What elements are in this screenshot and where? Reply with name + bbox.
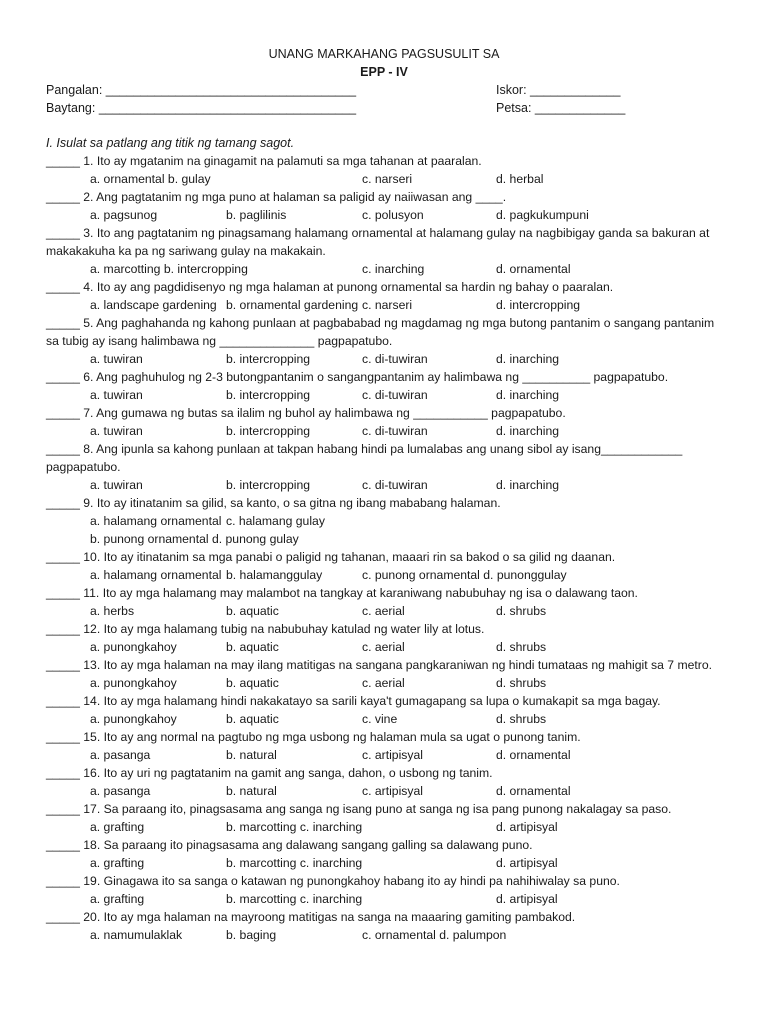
question-text: _____ 10. Ito ay itinatanim sa mga panabi o paligid ng tahanan, maaari rin sa bakod o sa gilid ng daanan. bbox=[46, 550, 616, 564]
answer-option: b. intercropping bbox=[226, 352, 311, 366]
question-text: _____ 13. Ito ay mga halaman na may ilang matitigas na sangana pangkaraniwan ng hindi tumataas ng mahigit sa 7 metro. bbox=[46, 658, 712, 672]
answer-option: c. vine bbox=[362, 712, 398, 726]
answer-option: d. shrubs bbox=[496, 604, 547, 618]
answer-options bbox=[46, 206, 726, 224]
answer-option: d. pagkukumpuni bbox=[496, 208, 589, 222]
answer-options bbox=[46, 782, 726, 800]
answer-option: d. ornamental bbox=[496, 748, 571, 762]
question-item bbox=[46, 692, 726, 728]
question-text: _____ 9. Ito ay itinatanim sa gilid, sa kanto, o sa gitna ng ibang mababang halaman. bbox=[46, 496, 501, 510]
answer-options bbox=[46, 602, 726, 620]
name-field: Pangalan: ____________________________________ bbox=[46, 83, 357, 97]
answer-option: c. di-tuwiran bbox=[362, 424, 428, 438]
question-item bbox=[46, 404, 726, 440]
answer-option: a. tuwiran bbox=[90, 478, 143, 492]
answer-options bbox=[46, 386, 726, 404]
answer-options bbox=[46, 710, 726, 728]
score-field: Iskor: _____________ bbox=[496, 83, 621, 97]
answer-option: d. ornamental bbox=[496, 262, 571, 276]
answer-option: b. intercropping bbox=[226, 424, 311, 438]
answer-option: a. tuwiran bbox=[90, 352, 143, 366]
answer-option: d. ornamental bbox=[496, 784, 571, 798]
question-item bbox=[46, 152, 726, 188]
question-text: _____ 3. Ito ang pagtatanim ng pinagsamang halamang ornamental at halamang gulay na nagbibigay ganda sa bakuran at makakakuha ka pa ng sariwang gulay na makakain. bbox=[46, 226, 710, 258]
answer-option: c. ornamental d. palumpon bbox=[362, 928, 507, 942]
answer-option: b. paglilinis bbox=[226, 208, 287, 222]
answer-option: b. aquatic bbox=[226, 712, 279, 726]
question-text: _____ 16. Ito ay uri ng pagtatanim na gamit ang sanga, dahon, o usbong ng tanim. bbox=[46, 766, 493, 780]
question-list bbox=[46, 152, 726, 944]
question-item bbox=[46, 494, 726, 548]
answer-option: b. baging bbox=[226, 928, 277, 942]
question-item bbox=[46, 314, 726, 368]
answer-option: c. di-tuwiran bbox=[362, 388, 428, 402]
answer-option: a. halamang ornamental bbox=[90, 568, 222, 582]
answer-option: d. shrubs bbox=[496, 640, 547, 654]
answer-option: b. marcotting c. inarching bbox=[226, 820, 363, 834]
answer-option: c. inarching bbox=[362, 262, 425, 276]
question-item bbox=[46, 836, 726, 872]
answer-options bbox=[46, 890, 726, 908]
question-text: _____ 2. Ang pagtatanim ng mga puno at halaman sa paligid ay naiiwasan ang ____. bbox=[46, 190, 507, 204]
answer-option: a. punongkahoy bbox=[90, 676, 177, 690]
answer-options bbox=[46, 566, 726, 584]
answer-option: c. polusyon bbox=[362, 208, 424, 222]
answer-option: b. intercropping bbox=[226, 478, 311, 492]
answer-option: c. aerial bbox=[362, 676, 405, 690]
question-text: _____ 1. Ito ay mgatanim na ginagamit na palamuti sa mga tahanan at paaralan. bbox=[46, 154, 482, 168]
answer-option: c. aerial bbox=[362, 604, 405, 618]
answer-options bbox=[46, 854, 726, 872]
answer-option: a. pasanga bbox=[90, 784, 151, 798]
answer-option: c. artipisyal bbox=[362, 748, 423, 762]
answer-option: a. tuwiran bbox=[90, 424, 143, 438]
question-text: _____ 12. Ito ay mga halamang tubig na nabubuhay katulad ng water lily at lotus. bbox=[46, 622, 485, 636]
answer-option: a. marcotting b. intercropping bbox=[90, 262, 248, 276]
answer-option: a. ornamental b. gulay bbox=[90, 172, 211, 186]
answer-option: c. halamang gulay bbox=[226, 514, 325, 528]
answer-option: b. halamanggulay bbox=[226, 568, 323, 582]
answer-option: d. inarching bbox=[496, 424, 560, 438]
answer-option: c. narseri bbox=[362, 172, 413, 186]
question-text: _____ 4. Ito ay ang pagdidisenyo ng mga halaman at punong ornamental sa hardin ng bahay o paaralan. bbox=[46, 280, 614, 294]
answer-option: d. inarching bbox=[496, 388, 560, 402]
question-item bbox=[46, 728, 726, 764]
exam-subject: EPP - IV bbox=[360, 65, 408, 79]
question-text: _____ 19. Ginagawa ito sa sanga o katawan ng punongkahoy habang ito ay hindi pa nahihiwalay sa puno. bbox=[46, 874, 620, 888]
answer-option: a. pasanga bbox=[90, 748, 151, 762]
answer-option: a. grafting bbox=[90, 856, 145, 870]
answer-option: a. punongkahoy bbox=[90, 640, 177, 654]
answer-option: a. halamang ornamental bbox=[90, 514, 222, 528]
question-text: _____ 6. Ang paghuhulog ng 2-3 butongpantanim o sangangpantanim ay halimbawa ng __________ pagpapatubo. bbox=[46, 370, 669, 384]
answer-option: b. aquatic bbox=[226, 640, 279, 654]
question-text: _____ 5. Ang paghahanda ng kahong punlaan at pagbababad ng magdamag ng mga butong pantanim o sangang pantanim sa tubig ay isang halimbawa ng ______________ pagpapatubo. bbox=[46, 316, 715, 348]
answer-option: c. artipisyal bbox=[362, 784, 423, 798]
question-item bbox=[46, 872, 726, 908]
question-item bbox=[46, 620, 726, 656]
answer-option: a. tuwiran bbox=[90, 388, 143, 402]
question-item bbox=[46, 188, 726, 224]
answer-option: d. herbal bbox=[496, 172, 544, 186]
answer-option: c. di-tuwiran bbox=[362, 352, 428, 366]
question-item bbox=[46, 440, 726, 494]
answer-options bbox=[46, 422, 726, 440]
answer-option: a. punongkahoy bbox=[90, 712, 177, 726]
question-text: _____ 17. Sa paraang ito, pinagsasama ang sanga ng isang puno at sanga ng isa pang punong nakalagay sa paso. bbox=[46, 802, 672, 816]
answer-option: a. pagsunog bbox=[90, 208, 158, 222]
answer-option: d. artipisyal bbox=[496, 856, 558, 870]
question-text: _____ 20. Ito ay mga halaman na mayroong matitigas na sanga na maaaring gamiting pambakod. bbox=[46, 910, 576, 924]
answer-option: d. artipisyal bbox=[496, 892, 558, 906]
answer-option: b. natural bbox=[226, 748, 277, 762]
answer-options bbox=[46, 674, 726, 692]
answer-options bbox=[46, 350, 726, 368]
answer-option: b. intercropping bbox=[226, 388, 311, 402]
question-text: _____ 14. Ito ay mga halamang hindi nakakatayo sa sarili kaya't gumagapang sa lupa o kumakapit sa mga bagay. bbox=[46, 694, 661, 708]
answer-option: d. intercropping bbox=[496, 298, 581, 312]
answer-option: a. landscape gardening bbox=[90, 298, 217, 312]
question-text: _____ 7. Ang gumawa ng butas sa ilalim ng buhol ay halimbawa ng ___________ pagpapatubo. bbox=[46, 406, 566, 420]
answer-option: d. inarching bbox=[496, 478, 560, 492]
answer-option: c. aerial bbox=[362, 640, 405, 654]
answer-option: a. namumulaklak bbox=[90, 928, 183, 942]
answer-option: a. herbs bbox=[90, 604, 135, 618]
answer-option: c. di-tuwiran bbox=[362, 478, 428, 492]
instruction: I. Isulat sa patlang ang titik ng tamang sagot. bbox=[46, 136, 295, 150]
answer-options bbox=[46, 170, 726, 188]
question-item bbox=[46, 224, 726, 278]
answer-option: d. shrubs bbox=[496, 676, 547, 690]
question-item bbox=[46, 908, 726, 944]
answer-option: a. grafting bbox=[90, 892, 145, 906]
answer-option: b. marcotting c. inarching bbox=[226, 892, 363, 906]
question-item bbox=[46, 656, 726, 692]
answer-options bbox=[46, 926, 726, 944]
answer-option: d. shrubs bbox=[496, 712, 547, 726]
answer-option: b. natural bbox=[226, 784, 277, 798]
answer-option: d. artipisyal bbox=[496, 820, 558, 834]
answer-options bbox=[46, 530, 726, 548]
question-text: _____ 11. Ito ay mga halamang may malambot na tangkay at karaniwang nabubuhay ng isa o dalawang taon. bbox=[46, 586, 638, 600]
answer-options bbox=[46, 638, 726, 656]
answer-options bbox=[46, 476, 726, 494]
answer-options bbox=[46, 512, 726, 530]
answer-option: b. aquatic bbox=[226, 604, 279, 618]
grade-field: Baytang: _____________________________________ bbox=[46, 101, 357, 115]
answer-option: b. aquatic bbox=[226, 676, 279, 690]
answer-option: c. punong ornamental d. punonggulay bbox=[362, 568, 567, 582]
question-item bbox=[46, 764, 726, 800]
question-text: _____ 18. Sa paraang ito pinagsasama ang dalawang sangang galling sa dalawang puno. bbox=[46, 838, 533, 852]
answer-options bbox=[46, 746, 726, 764]
answer-options bbox=[46, 818, 726, 836]
question-item bbox=[46, 800, 726, 836]
answer-option: b. punong ornamental d. punong gulay bbox=[90, 532, 299, 546]
question-item bbox=[46, 278, 726, 314]
question-text: _____ 8. Ang ipunla sa kahong punlaan at takpan habang hindi pa lumalabas ang unang sibol ay isang____________ pagpapatubo. bbox=[46, 442, 683, 474]
question-text: _____ 15. Ito ay ang normal na pagtubo ng mga usbong ng halaman mula sa ugat o punong tanim. bbox=[46, 730, 581, 744]
answer-option: a. grafting bbox=[90, 820, 145, 834]
answer-options bbox=[46, 296, 726, 314]
question-item bbox=[46, 368, 726, 404]
answer-option: b. marcotting c. inarching bbox=[226, 856, 363, 870]
answer-option: c. narseri bbox=[362, 298, 413, 312]
exam-title: UNANG MARKAHANG PAGSUSULIT SA bbox=[268, 47, 500, 61]
date-field: Petsa: _____________ bbox=[496, 101, 626, 115]
question-item bbox=[46, 584, 726, 620]
question-item bbox=[46, 548, 726, 584]
answer-option: b. ornamental gardening bbox=[226, 298, 359, 312]
answer-option: d. inarching bbox=[496, 352, 560, 366]
answer-options bbox=[46, 260, 726, 278]
